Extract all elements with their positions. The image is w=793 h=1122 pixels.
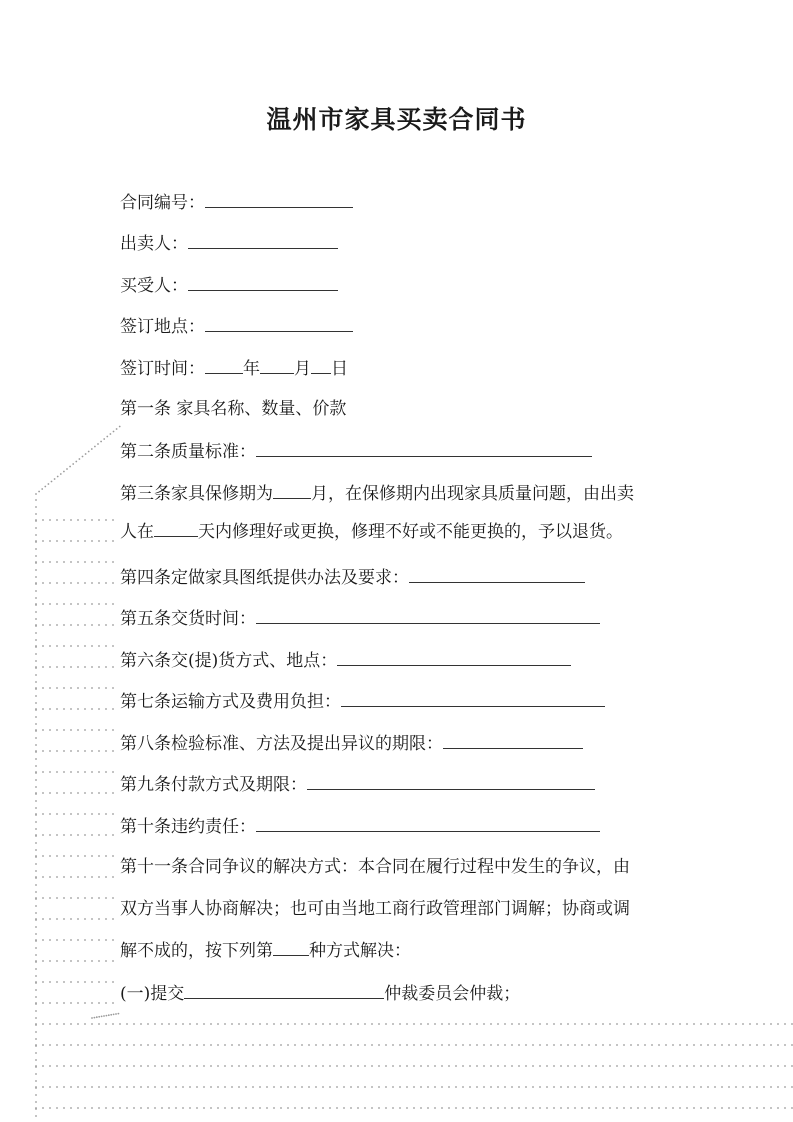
sign-time-label: 签订时间： <box>120 359 205 379</box>
day-blank <box>311 357 331 374</box>
article-8-line <box>120 732 583 755</box>
article-3-text-b: 月，在保修期内出现家具质量问题，由出卖 <box>311 484 634 504</box>
option-1-text-a: (一)提交 <box>120 984 185 1004</box>
article-11-text-b: 种方式解决： <box>309 941 411 961</box>
article-7-blank <box>341 690 605 707</box>
article-7-label: 第七条运输方式及费用负担： <box>120 692 341 712</box>
article-2-blank <box>256 440 592 457</box>
article-3-text-d: 天内修理好或更换，修理不好或不能更换的，予以退货。 <box>198 522 623 542</box>
seller-blank <box>188 232 338 249</box>
repair-days-blank <box>154 520 198 537</box>
contract-number-blank <box>205 191 353 208</box>
article-10-line <box>120 815 600 838</box>
arbitration-commission-blank <box>184 982 384 999</box>
article-4-label: 第四条定做家具图纸提供办法及要求： <box>120 568 409 588</box>
contract-number-label: 合同编号： <box>120 193 205 213</box>
article-9-line <box>120 773 595 796</box>
buyer-line <box>120 274 338 297</box>
article-11-line-2: 双方当事人协商解决；也可由当地工商行政管理部门调解；协商或调 <box>120 899 630 919</box>
article-8-blank <box>443 732 583 749</box>
buyer-label: 买受人： <box>120 276 188 296</box>
day-label: 日 <box>331 359 348 379</box>
article-6-line <box>120 649 571 672</box>
article-1: 第一条 家具名称、数量、价款 <box>120 399 347 419</box>
article-10-blank <box>256 815 600 832</box>
article-9-label: 第九条付款方式及期限： <box>120 775 307 795</box>
article-11-option-1 <box>120 982 520 1005</box>
seller-line <box>120 232 338 255</box>
article-4-line <box>120 566 585 589</box>
article-6-blank <box>337 649 571 666</box>
article-11-line-1: 第十一条合同争议的解决方式：本合同在履行过程中发生的争议，由 <box>120 857 630 877</box>
month-label: 月 <box>294 359 311 379</box>
sign-time-line <box>120 357 348 380</box>
article-3-line-1 <box>120 482 634 505</box>
article-2-line <box>120 440 592 463</box>
article-10-label: 第十条违约责任： <box>120 817 256 837</box>
article-7-line <box>120 690 605 713</box>
year-blank <box>205 357 243 374</box>
dispute-method-blank <box>273 939 309 956</box>
option-1-text-b: 仲裁委员会仲裁； <box>384 984 521 1004</box>
article-2-label: 第二条质量标准： <box>120 442 256 462</box>
seller-label: 出卖人： <box>120 234 188 254</box>
article-8-label: 第八条检验标准、方法及提出异议的期限： <box>120 734 443 754</box>
article-5-blank <box>256 607 600 624</box>
article-5-label: 第五条交货时间： <box>120 609 256 629</box>
contract-number-line <box>120 191 353 214</box>
article-9-blank <box>307 773 595 790</box>
article-11-line-3 <box>120 939 411 962</box>
page-title: 温州市家具买卖合同书 <box>266 105 527 134</box>
article-4-blank <box>409 566 585 583</box>
warranty-months-blank <box>273 482 311 499</box>
buyer-blank <box>188 274 338 291</box>
year-label: 年 <box>243 359 260 379</box>
article-5-line <box>120 607 600 630</box>
sign-place-line <box>120 315 353 338</box>
article-11-text-a: 解不成的，按下列第 <box>120 941 273 961</box>
article-3-text-a: 第三条家具保修期为 <box>120 484 273 504</box>
sign-place-label: 签订地点： <box>120 317 205 337</box>
sign-place-blank <box>205 315 353 332</box>
month-blank <box>260 357 294 374</box>
article-3-line-2 <box>120 520 623 543</box>
article-6-label: 第六条交(提)货方式、地点： <box>120 651 338 671</box>
article-3-text-c: 人在 <box>120 522 154 542</box>
